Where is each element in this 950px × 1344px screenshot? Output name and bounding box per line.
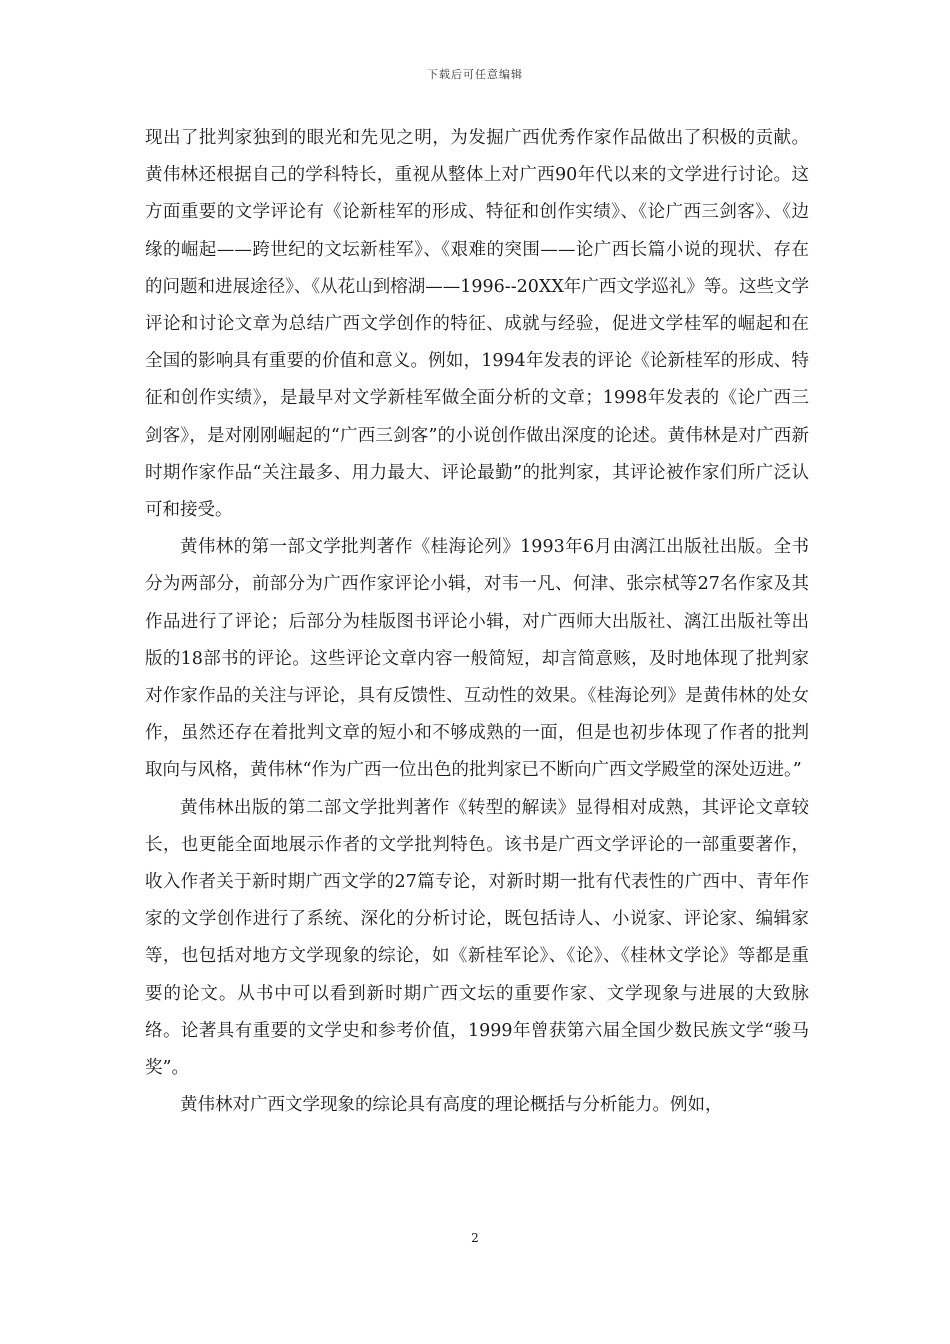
- paragraph-4: 黄伟林对广西文学现象的综论具有高度的理论概括与分析能力。例如，: [180, 1095, 723, 1116]
- paragraph-1: 现出了批判家独到的眼光和先见之明，为发掘广西优秀作家作品做出了积极的贡献。黄伟林还根据自己的学科特长，重视从整体上对广西90年代以来的文学进行讨论。这方面重要的文学评论有《论新桂军的形成、特征和创作实绩》、《论广西三剑客》、《边缘的崛起——跨世纪的文坛新桂军》、《艰难的突围——论广西长篇小说的现状、存在的问题和进展途径》、《从花山到榕湖——1996--20XX年广西文学巡礼》等。这些文学评论和讨论文章为总结广西文学创作的特征、成就与经验，促进文学桂军的崛起和在全国的影响具有重要的价值和意义。例如，1994年发表的评论《论新桂军的形成、特征和创作实绩》，是最早对文学新桂军做全面分析的文章；1998年发表的《论广西三剑客》，是对刚刚崛起的“广西三剑客”的小说创作做出深度的论述。黄伟林是对广西新时期作家作品“关注最多、用力最大、评论最勤”的批判家，其评论被作家们所广泛认可和接受。: [145, 128, 809, 521]
- document-body: [145, 120, 809, 1124]
- page-number: 2: [471, 1231, 479, 1245]
- page-header: 下载后可任意编辑: [427, 68, 523, 81]
- paragraph-2: 黄伟林的第一部文学批判著作《桂海论列》1993年6月由漓江出版社出版。全书分为两部分，前部分为广西作家评论小辑，对韦一凡、何津、张宗栻等27名作家及其作品进行了评论；后部分为桂版图书评论小辑，对广西师大出版社、漓江出版社等出版的18部书的评论。这些评论文章内容一般简短，却言简意赅，及时地体现了批判家对作家作品的关注与评论，具有反馈性、互动性的效果。《桂海论列》是黄伟林的处女作，虽然还存在着批判文章的短小和不够成熟的一面，但是也初步体现了作者的批判取向与风格，黄伟林“作为广西一位出色的批判家已不断向广西文学殿堂的深处迈进。”: [145, 537, 809, 781]
- paragraph-3: 黄伟林出版的第二部文学批判著作《转型的解读》显得相对成熟，其评论文章较长，也更能全面地展示作者的文学批判特色。该书是广西文学评论的一部重要著作，收入作者关于新时期广西文学的27篇专论，对新时期一批有代表性的广西中、青年作家的文学创作进行了系统、深化的分析讨论，既包括诗人、小说家、评论家、编辑家等，也包括对地方文学现象的综论，如《新桂军论》、《论》、《桂林文学论》等都是重要的论文。从书中可以看到新时期广西文坛的重要作家、文学现象与进展的大致脉络。论著具有重要的文学史和参考价值，1999年曾获第六届全国少数民族文学“骏马奖”。: [145, 797, 809, 1079]
